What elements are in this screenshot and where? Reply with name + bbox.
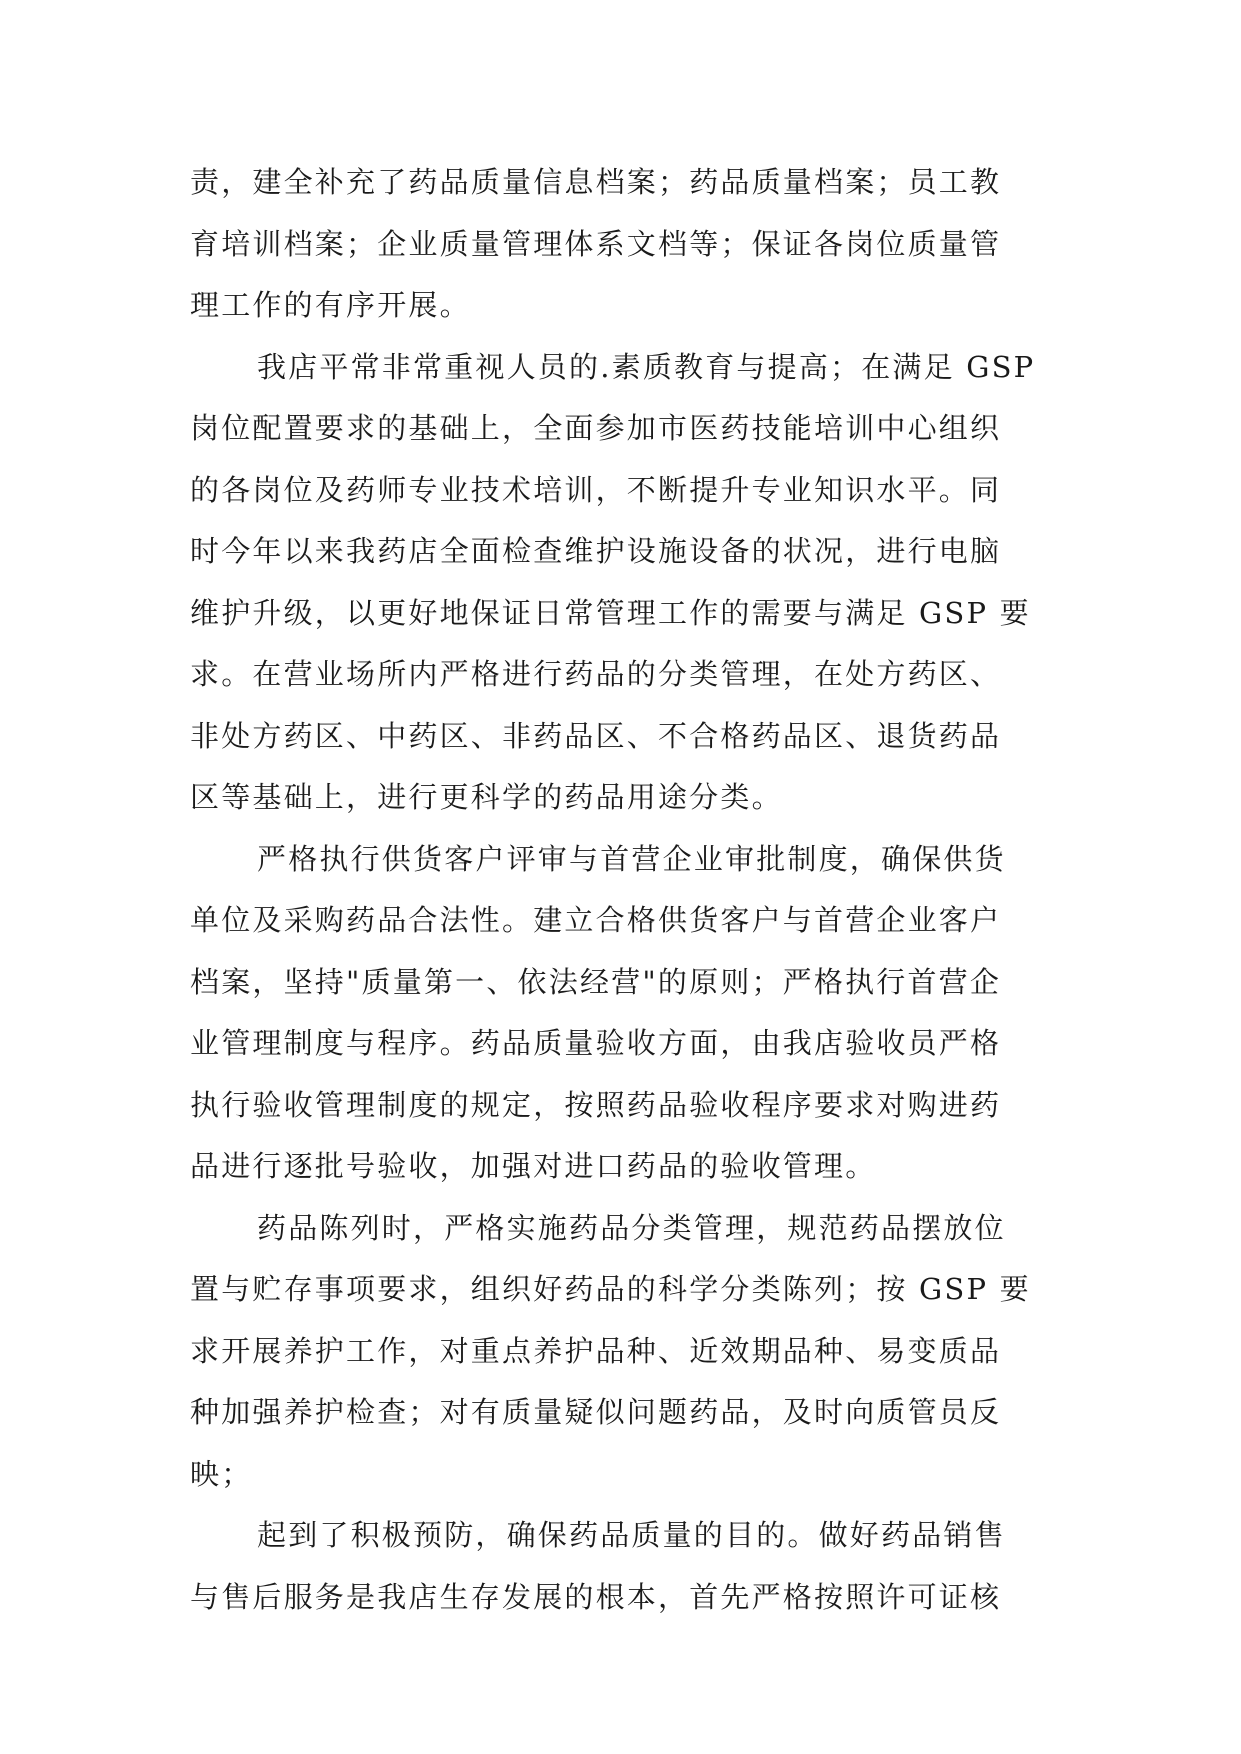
text-line: 非处方药区、中药区、非药品区、不合格药品区、退货药品 <box>190 718 1002 753</box>
paragraph <box>190 1198 1040 1506</box>
paragraph <box>190 337 1040 829</box>
text-line: 严格执行供货客户评审与首营企业审批制度，确保供货 <box>257 841 1006 876</box>
text-line: 时今年以来我药店全面检查维护设施设备的状况，进行电脑 <box>190 534 1002 568</box>
text-line: 执行验收管理制度的规定，按照药品验收程序要求对购进药 <box>190 1087 1002 1122</box>
text-line: 理工作的有序开展。 <box>190 288 471 322</box>
text-line: 药品陈列时，严格实施药品分类管理，规范药品摆放位 <box>257 1210 1006 1245</box>
paragraph <box>190 829 1040 1198</box>
text-line: 品进行逐批号验收，加强对进口药品的验收管理。 <box>190 1149 877 1183</box>
text-line: 维护升级，以更好地保证日常管理工作的需要与满足 GSP 要 <box>190 595 1031 630</box>
text-line: 映； <box>190 1456 253 1491</box>
text-line: 单位及采购药品合法性。建立合格供货客户与首营企业客户 <box>190 903 1002 937</box>
text-line: 求开展养护工作，对重点养护品种、近效期品种、易变质品 <box>190 1333 1002 1368</box>
text-line: 求。在营业场所内严格进行药品的分类管理，在处方药区、 <box>190 657 1002 691</box>
text-line: 的各岗位及药师专业技术培训，不断提升专业知识水平。同 <box>190 472 1002 507</box>
text-line: 育培训档案；企业质量管理体系文档等；保证各岗位质量管 <box>190 226 1002 261</box>
text-line: 起到了积极预防，确保药品质量的目的。做好药品销售 <box>257 1518 1006 1552</box>
text-line: 种加强养护检查；对有质量疑似问题药品，及时向质管员反 <box>190 1395 1002 1429</box>
text-line: 业管理制度与程序。药品质量验收方面，由我店验收员严格 <box>190 1026 1002 1060</box>
text-line: 我店平常非常重视人员的.素质教育与提高；在满足 GSP <box>257 349 1036 384</box>
document-body <box>190 152 1040 1628</box>
text-line: 岗位配置要求的基础上，全面参加市医药技能培训中心组织 <box>190 411 1002 445</box>
text-line: 区等基础上，进行更科学的药品用途分类。 <box>190 780 783 814</box>
text-line: 责，建全补充了药品质量信息档案；药品质量档案；员工教 <box>190 165 1002 199</box>
text-line: 置与贮存事项要求，组织好药品的科学分类陈列；按 GSP 要 <box>190 1272 1031 1306</box>
text-line: 档案，坚持"质量第一、依法经营"的原则；严格执行首营企 <box>190 964 1002 999</box>
paragraph <box>190 1505 1040 1628</box>
paragraph <box>190 152 1040 337</box>
text-line: 与售后服务是我店生存发展的根本，首先严格按照许可证核 <box>190 1579 1002 1614</box>
